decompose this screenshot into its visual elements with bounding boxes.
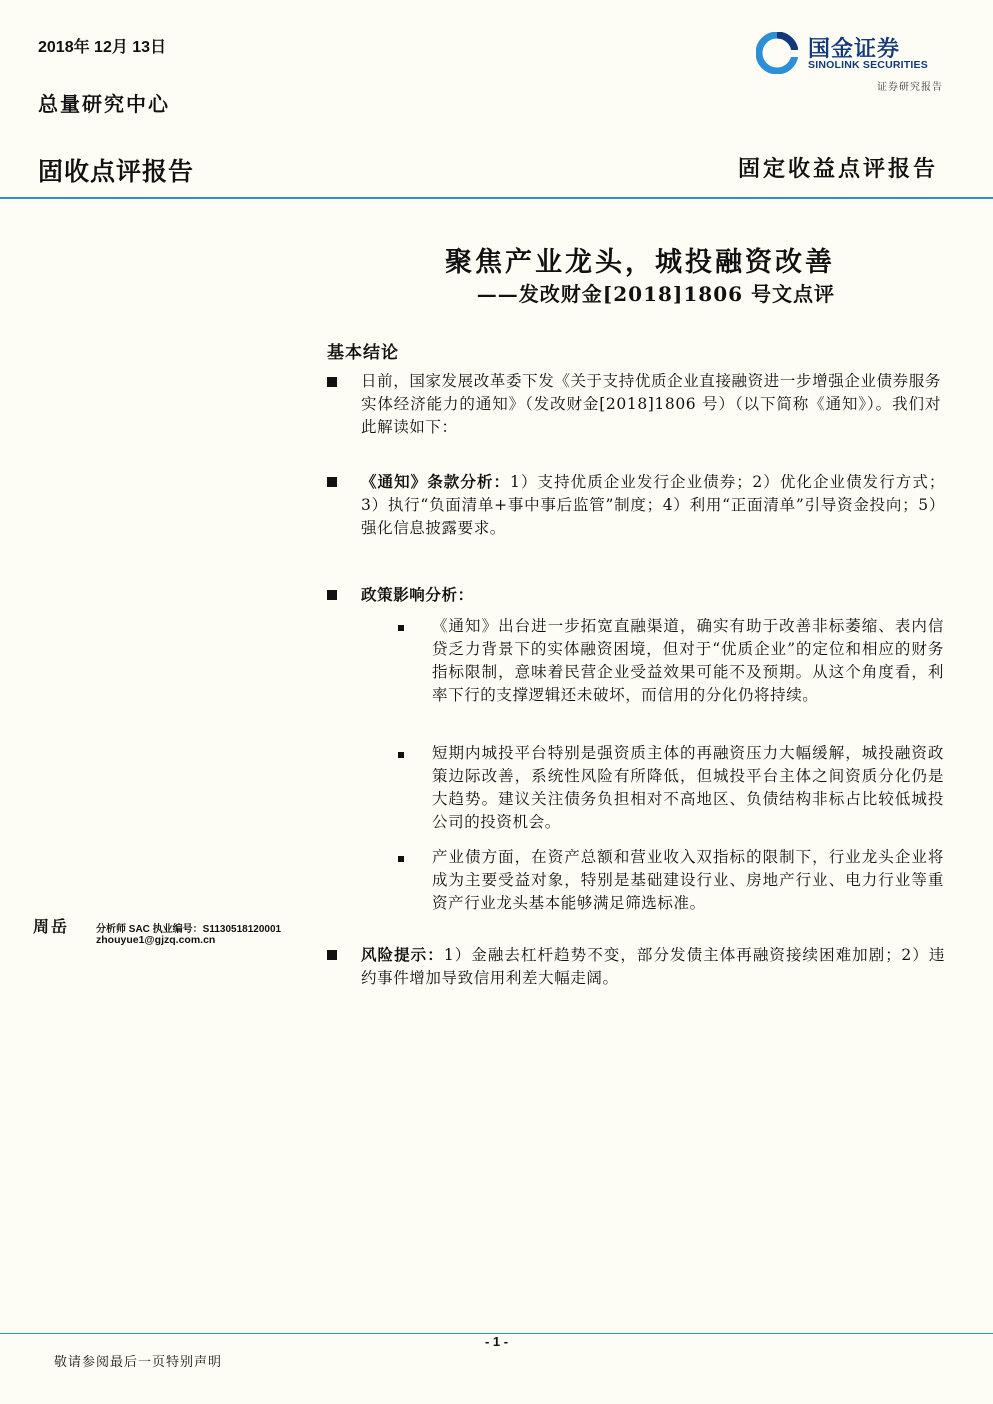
report-type-left: 固收点评报告 (38, 157, 195, 186)
impact-item-1: 《通知》出台进一步拓宽直融渠道，确实有助于改善非标萎缩、表内信贷乏力背景下的实体融资困境，但对于“优质企业”的定位和相应的财务指标限制，意味着民营企业受益效果可能不及预期。从这个角度看，利率下行的支撑逻辑还未破坏，而信用的分化仍将持续。 (432, 617, 944, 704)
header-divider (0, 197, 993, 199)
risk-warning-label: 风险提示： (361, 945, 444, 964)
impact-item-3: 产业债方面，在资产总额和营业收入双指标的限制下，行业龙头企业将成为主要受益对象，特别是基础建设行业、房地产行业、电力行业等重资产行业龙头基本能够满足筛选标准。 (432, 848, 944, 912)
policy-impact-label: 政策影响分析： (361, 585, 474, 604)
author-name: 周岳 (33, 917, 70, 936)
sinolink-logo-icon (756, 32, 798, 74)
clause-analysis-label: 《通知》条款分析： (361, 472, 511, 491)
conclusion-paragraph-2 (361, 470, 945, 540)
conclusion-paragraph-1 (361, 370, 941, 439)
author-email[interactable]: zhouyue1@gjzq.com.cn (96, 934, 216, 946)
bullet-square-icon (327, 477, 337, 487)
disclaimer-note: 敬请参阅最后一页特别声明 (54, 1355, 223, 1370)
report-date: 2018年 12月 13日 (38, 39, 167, 56)
sub-bullet-icon (398, 856, 404, 862)
impact-item-2: 短期内城投平台特别是强资质主体的再融资压力大幅缓解，城投融资政策边际改善，系统性风险有所降低，但城投平台主体之间资质分化仍是大趋势。建议关注债务负担相对不高地区、负债结构非标占比较低城投公司的投资机会。 (432, 744, 944, 831)
page-number: - 1 - (484, 1334, 509, 1349)
risk-warning-text: 1）金融去杠杆趋势不变，部分发债主体再融资接续困难加剧；2）违约事件增加导致信用利差大幅走阔。 (361, 946, 945, 987)
conclusion-text-1: 日前，国家发展改革委下发《关于支持优质企业直接融资进一步增强企业债券服务实体经济能力的通知》（发改财金[2018]1806 号）（以下简称《通知》）。我们对此解读如下： (361, 372, 941, 436)
bullet-square-icon (327, 950, 337, 960)
bullet-square-icon (327, 590, 337, 600)
logo-name-cn: 国金证券 (808, 37, 901, 62)
bullet-square-icon (327, 377, 337, 387)
author-certificate: 分析师 SAC 执业编号：S1130518120001 (96, 924, 282, 935)
section-heading: 基本结论 (327, 343, 399, 363)
sub-bullet-icon (398, 625, 404, 631)
conclusion-paragraph-4 (361, 943, 945, 990)
logo-subtitle: 证券研究报告 (877, 82, 943, 93)
report-subtitle: ——发改财金[2018]1806 号文点评 (476, 282, 835, 306)
conclusion-paragraph-3 (361, 583, 945, 607)
report-title: 聚焦产业龙头，城投融资改善 (445, 247, 835, 278)
sub-bullet-icon (398, 752, 404, 758)
company-logo (756, 30, 946, 78)
report-type-right: 固定收益点评报告 (737, 156, 938, 182)
clause-analysis-text: 1）支持优质企业发行企业债券；2）优化企业债发行方式；3）执行“负面清单+事中事后监管”制度；4）利用“正面清单”引导资金投向；5）强化信息披露要求。 (361, 473, 945, 537)
logo-name-en: SINOLINK SECURITIES (808, 59, 928, 71)
department-name: 总量研究中心 (38, 92, 170, 116)
